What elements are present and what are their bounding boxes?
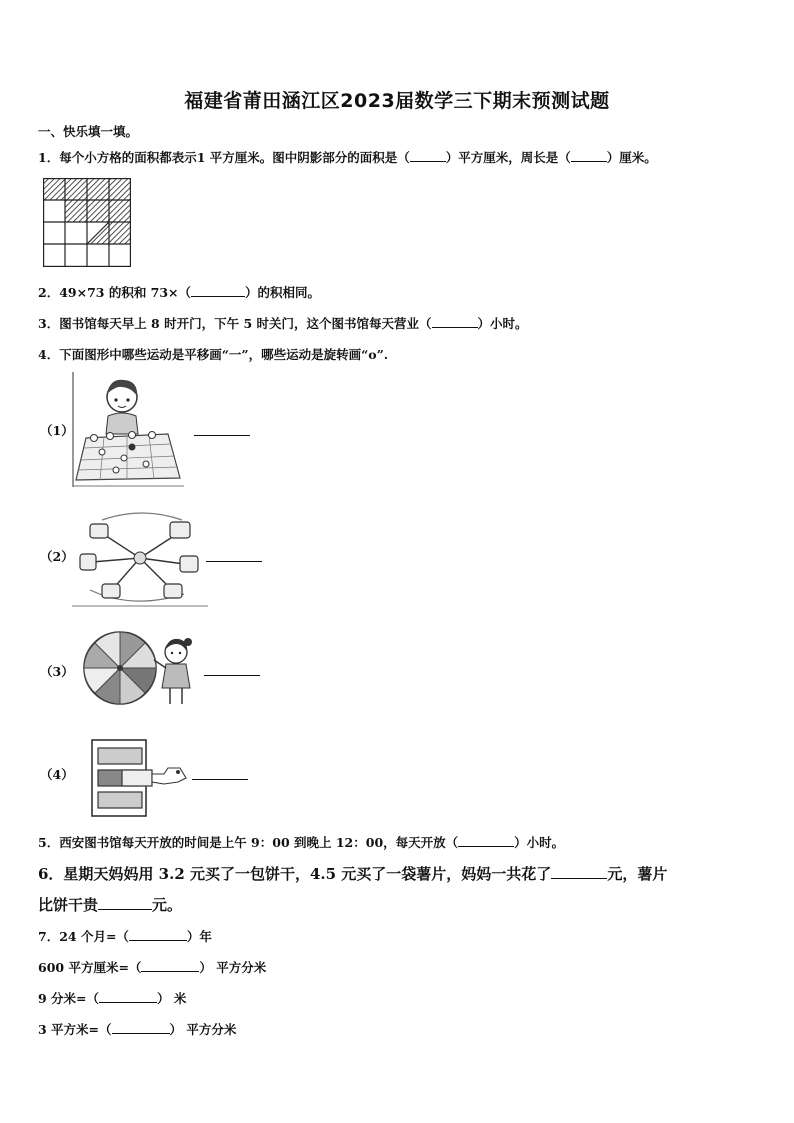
q2-text-post: ）的积相同。 — [245, 285, 321, 300]
q7-3-text-pre: 9 分米=（ — [38, 991, 100, 1006]
grid-figure — [43, 178, 131, 267]
q7-4-text-pre: 3 平方米=（ — [38, 1022, 112, 1037]
q4-answer-4[interactable] — [192, 779, 248, 780]
q3-blank[interactable] — [432, 315, 478, 328]
q6-blank-total[interactable] — [551, 864, 607, 879]
q5-blank[interactable] — [458, 834, 514, 847]
question-7-line-2 — [38, 958, 266, 976]
q7-2-text-post: ） 平方分米 — [199, 960, 267, 975]
section-heading: 一、快乐填一填。 — [38, 124, 139, 139]
page-title: 福建省莆田涵江区2023届数学三下期末预测试题 — [184, 90, 610, 112]
q6-text-1-post: 元，薯片 — [607, 865, 668, 883]
q4-answer-2[interactable] — [206, 561, 262, 562]
q1-text-post: ）厘米。 — [606, 150, 657, 165]
q7-2-text-pre: 600 平方厘米=（ — [38, 960, 142, 975]
q7-3-text-post: ） 米 — [157, 991, 187, 1006]
question-7-line-4 — [38, 1020, 236, 1038]
q4-item-3-label: （3） — [40, 664, 74, 679]
question-1 — [38, 148, 657, 166]
q3-text-post: ）小时。 — [477, 316, 528, 331]
q5-text-post: ）小时。 — [514, 835, 565, 850]
q4-answer-1[interactable] — [194, 435, 250, 436]
q4-item-2-label: （2） — [40, 549, 74, 564]
q7-1-text-pre: 7．24 个月=（ — [38, 929, 129, 944]
question-4: 4．下面图形中哪些运动是平移画“一”，哪些运动是旋转画“o”. — [38, 347, 389, 362]
q7-3-blank[interactable] — [99, 990, 157, 1003]
q6-text-1-pre: 6．星期天妈妈用 3.2 元买了一包饼干，4.5 元买了一袋薯片，妈妈一共花了 — [38, 865, 552, 883]
question-5 — [38, 833, 564, 851]
q4-item-4-label: （4） — [40, 767, 74, 782]
q7-4-blank[interactable] — [112, 1021, 170, 1034]
question-6-line-1 — [38, 863, 667, 884]
chess-boy-illustration — [72, 372, 184, 487]
q7-2-blank[interactable] — [141, 959, 199, 972]
q1-blank-perimeter[interactable] — [571, 149, 607, 162]
q2-text-pre: 2．49×73 的积和 73×（ — [38, 285, 192, 300]
question-2 — [38, 283, 320, 301]
q6-blank-difference[interactable] — [98, 895, 152, 910]
q5-text-pre: 5．西安图书馆每天开放的时间是上午 9：00 到晚上 12：00，每天开放（ — [38, 835, 459, 850]
q7-4-text-post: ） 平方分米 — [169, 1022, 237, 1037]
q6-text-2-post: 元。 — [152, 896, 183, 914]
q1-text-pre: 1．每个小方格的面积都表示1 平方厘米。图中阴影部分的面积是（ — [38, 150, 410, 165]
q1-text-mid: ）平方厘米，周长是（ — [445, 150, 571, 165]
q2-blank[interactable] — [191, 284, 245, 297]
q1-blank-area[interactable] — [410, 149, 446, 162]
q7-1-text-post: ）年 — [186, 929, 212, 944]
q3-text-pre: 3．图书馆每天早上 8 时开门，下午 5 时关门，这个图书馆每天营业（ — [38, 316, 432, 331]
q4-answer-3[interactable] — [204, 675, 260, 676]
carousel-ride-illustration — [72, 510, 208, 608]
question-3 — [38, 314, 528, 332]
question-6-line-2 — [38, 894, 182, 915]
q4-item-1-label: （1） — [40, 423, 74, 438]
q7-1-blank[interactable] — [129, 928, 187, 941]
drawer-illustration — [88, 738, 188, 818]
question-7-line-3 — [38, 989, 186, 1007]
q6-text-2-pre: 比饼干贵 — [38, 896, 99, 914]
question-7-line-1 — [38, 927, 212, 945]
spinner-girl-illustration — [80, 628, 204, 710]
